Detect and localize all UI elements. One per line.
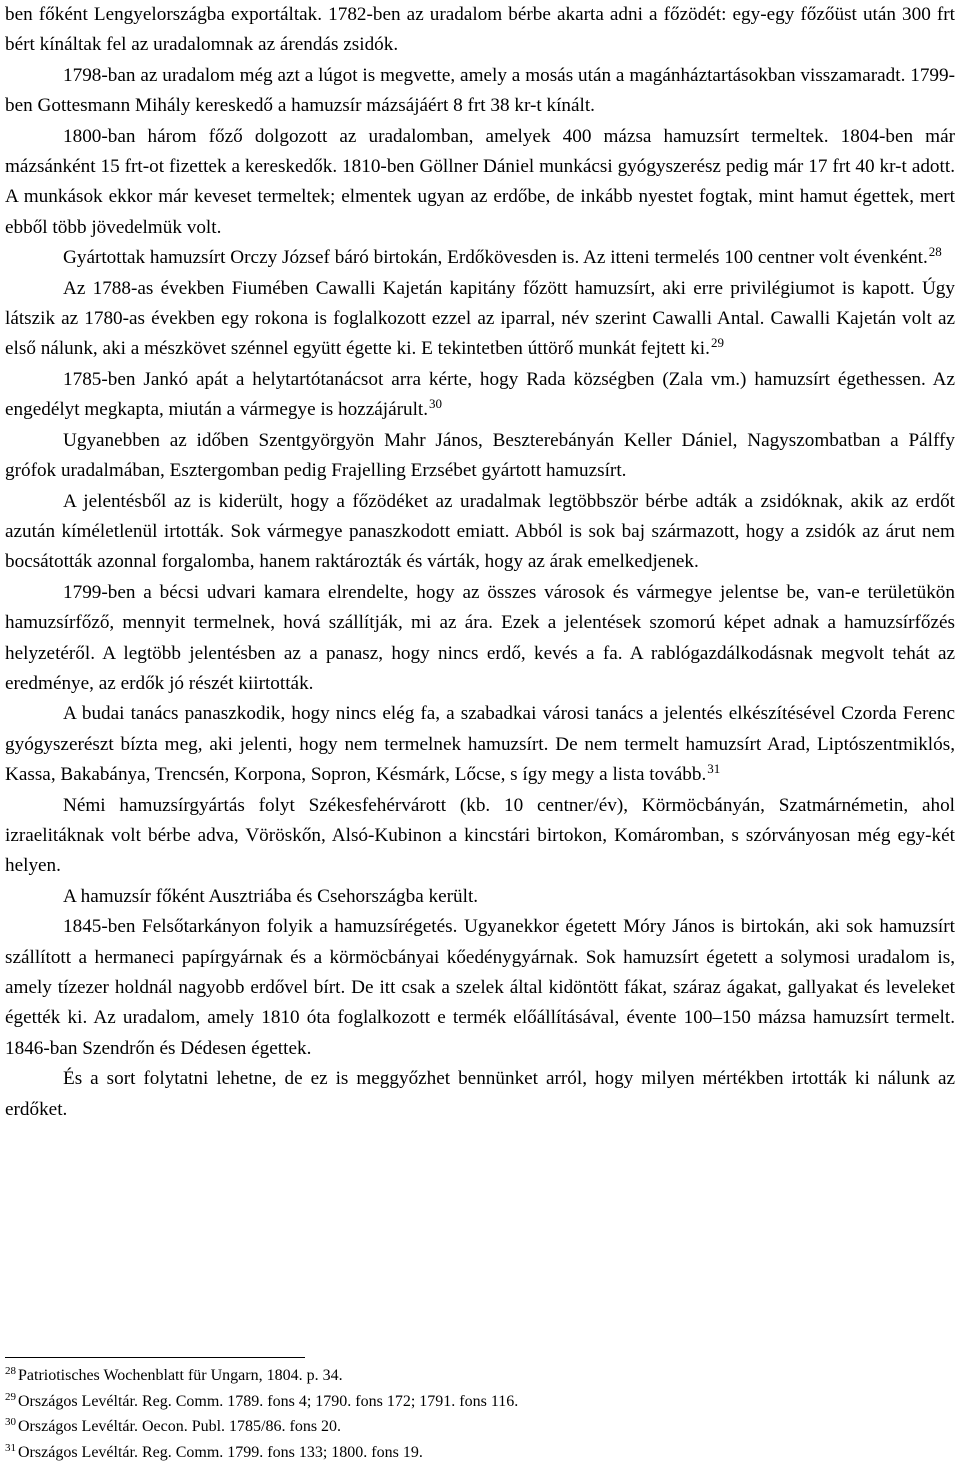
footnote-text: Országos Levéltár. Reg. Comm. 1799. fons 133; 1800. fons 19. (18, 1443, 423, 1461)
paragraph-text: A hamuzsír főként Ausztriába és Csehországba került. (63, 885, 479, 907)
footnote-28 (5, 1363, 955, 1389)
footnote-29 (5, 1389, 955, 1415)
paragraph-text: És a sort folytatni lehetne, de ez is meggyőzhet bennünket arról, hogy milyen mértékben irtották ki nálunk az erdőket. (5, 1068, 955, 1120)
paragraph (5, 791, 955, 882)
document-body (5, 0, 955, 1125)
paragraph-text: Némi hamuzsírgyártás folyt Székesfehérvárott (kb. 10 centner/év), Körmöcbányán, Szatmárnémetin, ahol izraelitáknak volt bérbe adva, Vöröskőn, Alsó-Kubinon a kincstári birtokon, Komáromban, s szórványosan még egy-két helyen. (5, 794, 955, 877)
footnote-separator (5, 1357, 305, 1358)
paragraph (5, 578, 955, 700)
paragraph-text: Az 1788-as években Fiumében Cawalli Kajetán kapitány főzött hamuzsírt, aki erre privilégiumot is kapott. Úgy látszik az 1780-as években egy rokona is foglalkozott ezzel az iparral, név szerint Cawalli Antal. Cawalli Kajetán volt az első nálunk, aki a mészkövet szénnel együtt égette ki. E tekintetben úttörő munkát fejtett ki. (5, 277, 955, 360)
paragraph (5, 426, 955, 487)
footnote-31 (5, 1440, 955, 1466)
paragraph (5, 912, 955, 1064)
paragraph (5, 365, 955, 426)
paragraph-text: 1845-ben Felsőtarkányon folyik a hamuzsírégetés. Ugyanekkor égetett Móry János is birtokán, aki sok hamuzsírt szállított a hermaneci papírgyárnak és a körmöcbányai kőedénygyárnak. Sok hamuzsírt égetett a solymosi uradalom is, amely tízezer holdnál nagyobb erdővel bírt. De itt csak a szelek által kidöntött fákat, száraz ágakat, gallyakat és leveleket égették ki. Az uradalom, amely 1810 óta foglalkozott e termék előállításával, évente 100–150 mázsa hamuzsírt termelt. 1846-ban Szendrőn és Dédesen égettek. (5, 916, 955, 1059)
paragraph-text: 1800-ban három főző dolgozott az uradalomban, amelyek 400 mázsa hamuzsírt termeltek. 1804-ben már mázsánként 15 frt-ot fizettek a kereskedők. 1810-ben Göllner Dániel munkácsi gyógyszerész pedig már 17 frt 40 kr-t adott. A munkások ekkor már keveset termeltek; elmentek ugyan az erdőbe, de inkább nyestet fogtak, mint hamut égettek, mert ebből több jövedelmük volt. (5, 125, 955, 238)
paragraph (5, 122, 955, 244)
paragraph (5, 882, 955, 912)
paragraph-text: A budai tanács panaszkodik, hogy nincs elég fa, a szabadkai városi tanács a jelentés elkészítésével Czorda Ferenc gyógyszerészt bízta meg, aki jelenti, hogy nem termelnek hamuzsírt. De nem termelt hamuzsírt Arad, Liptószentmiklós, Kassa, Bakabánya, Trencsén, Korpona, Sopron, Késmárk, Lőcse, s így megy a lista tovább. (5, 703, 955, 786)
paragraph-text: Gyártottak hamuzsírt Orczy József báró birtokán, Erdőkövesden is. Az itteni termelés 100 centner volt évenként. (63, 247, 928, 269)
paragraph-text: 1785-ben Jankó apát a helytartótanácsot arra kérte, hogy Rada községben (Zala vm.) hamuzsírt égethessen. Az engedélyt megkapta, miután a vármegye is hozzájárult. (5, 368, 955, 421)
footnote-text: Országos Levéltár. Reg. Comm. 1789. fons 4; 1790. fons 172; 1791. fons 116. (18, 1392, 519, 1410)
paragraph (5, 1064, 955, 1125)
paragraph (5, 61, 955, 122)
footnotes (5, 1363, 955, 1465)
footnote-ref-31[interactable]: 31 (707, 761, 721, 777)
paragraph-text: Ugyanebben az időben Szentgyörgyön Mahr János, Beszterebányán Keller Dániel, Nagyszombatban a Pálffy grófok uradalmában, Esztergomban pedig Frajelling Erzsébet gyártott hamuzsírt. (5, 429, 955, 482)
footnote-number: 30 (5, 1416, 16, 1428)
paragraph-text: 1799-ben a bécsi udvari kamara elrendelte, hogy az összes városok és vármegye jelentse be, van-e területükön hamuzsírfőző, mennyit termelnek, hová szállítják, mi az ára. Ezek a jelentések szomorú képet adnak a hamuzsírfőzés helyzetéről. A legtöbb jelentésben az a panasz, hogy nincs erdő, kevés a fa. A rablógazdálkodásnak megvolt tehát az eredménye, az erdők jó részét kiirtották. (5, 581, 955, 694)
paragraph-text: 1798-ban az uradalom még azt a lúgot is megvette, amely a mosás után a magánháztartásokban visszamaradt. 1799-ben Gottesmann Mihály kereskedő a hamuzsír mázsájáért 8 frt 38 kr-t kínált. (5, 64, 955, 117)
paragraph (5, 699, 955, 790)
footnote-number: 28 (5, 1365, 16, 1377)
footnote-number: 31 (5, 1441, 16, 1454)
footnote-text: Patriotisches Wochenblatt für Ungarn, 1804. p. 34. (18, 1367, 343, 1384)
footnote-text: Országos Levéltár. Oecon. Publ. 1785/86. fons 20. (18, 1418, 342, 1435)
paragraph-continuation (5, 0, 955, 61)
paragraph-text: A jelentésből az is kiderült, hogy a főzödéket az uradalmak legtöbbször bérbe adták a zsidóknak, akik az erdőt azután kíméletlenül irtották. Sok vármegye panaszkodott emiatt. Abból is sok baj származott, hogy a zsidók az árut nem bocsátották azonnal forgalomba, hanem raktározták és várták, hogy az árak emelkedjenek. (5, 490, 955, 573)
paragraph-text: ben főként Lengyelországba exportáltak. 1782-ben az uradalom bérbe akarta adni a főzödét: egy-egy főzőüst után 300 frt bért kínáltak fel az uradalomnak az árendás zsidók. (5, 4, 955, 56)
paragraph (5, 243, 955, 273)
footnote-ref-29[interactable]: 29 (710, 335, 724, 351)
footnote-30 (5, 1414, 955, 1440)
paragraph (5, 487, 955, 578)
footnote-ref-30[interactable]: 30 (429, 396, 443, 412)
footnote-ref-28[interactable]: 28 (928, 244, 942, 260)
paragraph (5, 274, 955, 365)
footnote-number: 29 (5, 1390, 16, 1403)
